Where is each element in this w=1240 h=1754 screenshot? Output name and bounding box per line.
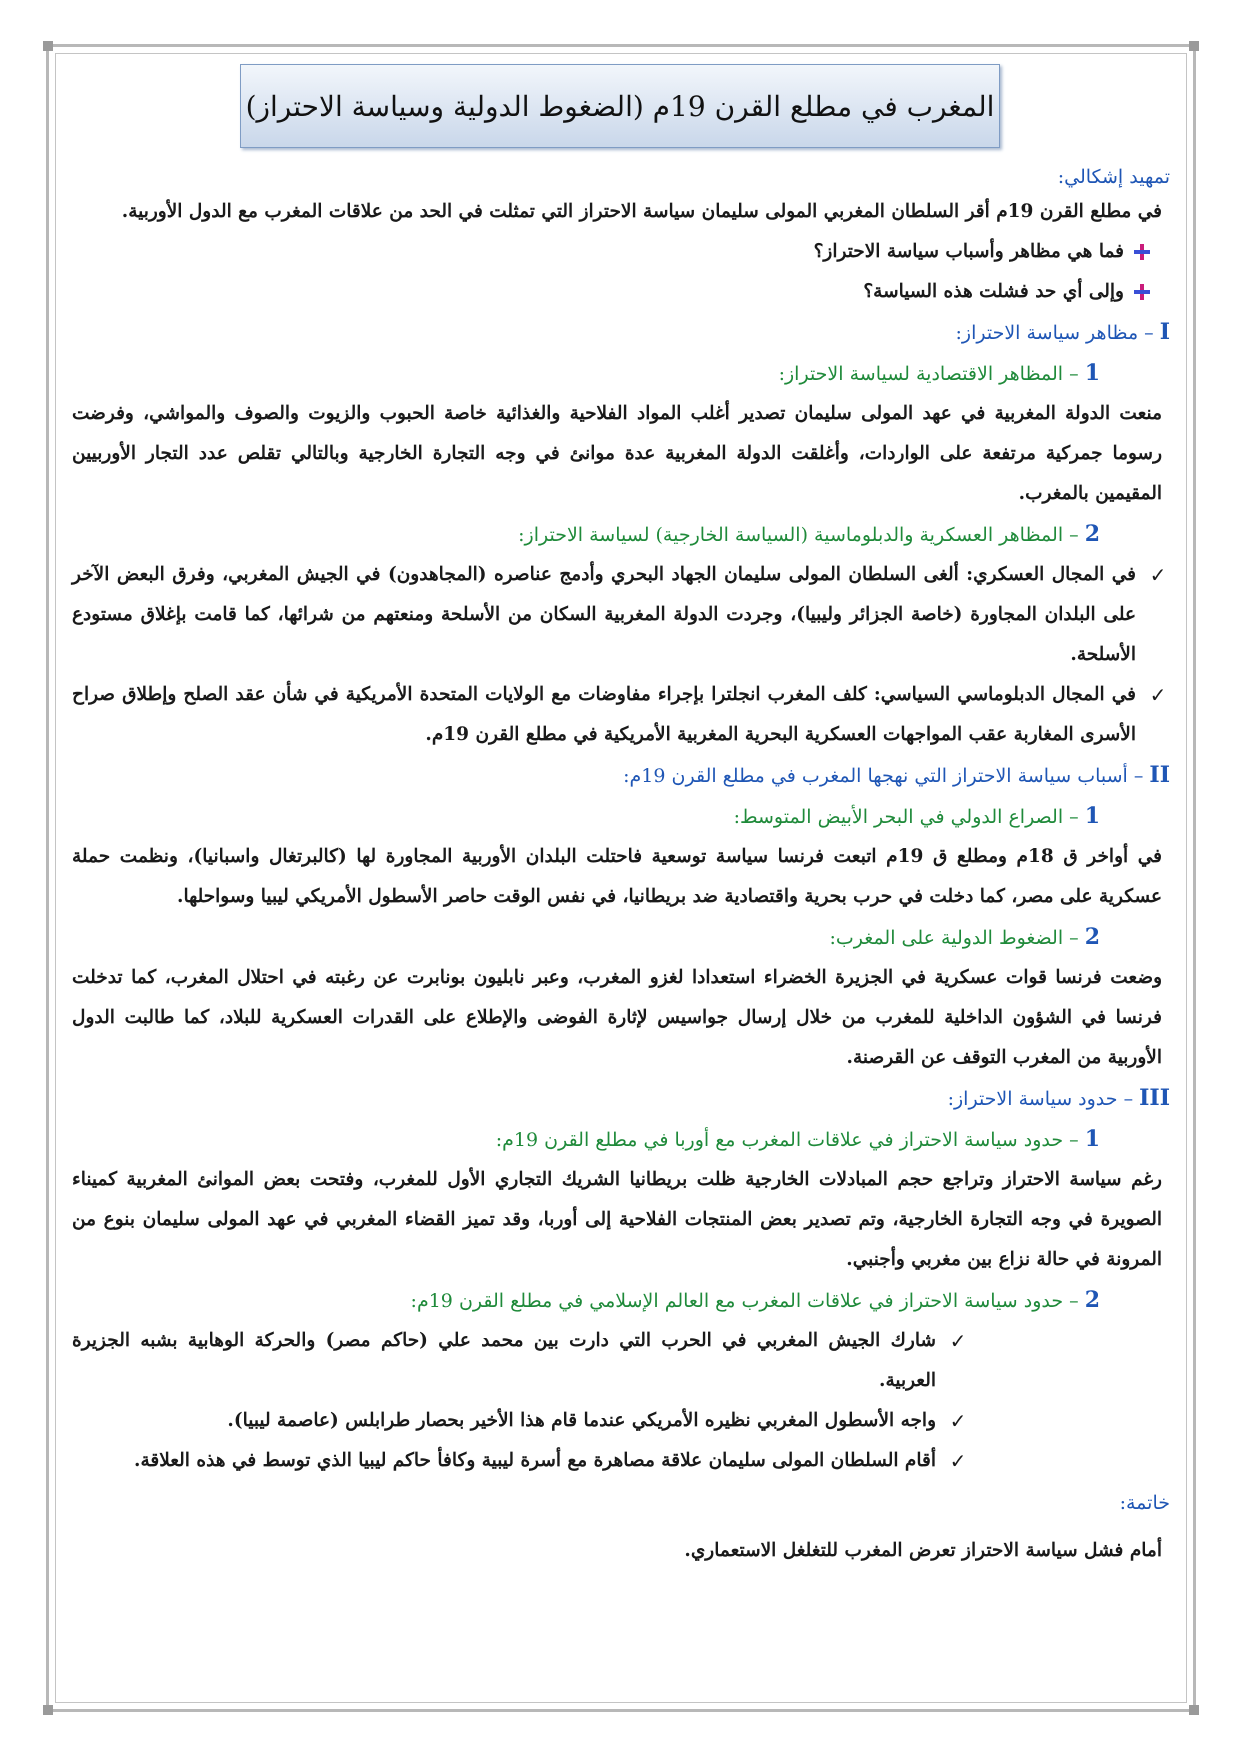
intro-text: في مطلع القرن 19م أقر السلطان المغربي المولى سليمان سياسة الاحتراز التي تمثلت في الحد من علاقات المغرب مع الدول الأوربية.	[121, 201, 1162, 222]
section-heading	[72, 312, 1170, 353]
section-title: – حدود سياسة الاحتراز:	[947, 1088, 1134, 1110]
cross-bullet-icon	[1134, 244, 1150, 260]
checkmark-icon: ✓	[949, 1329, 967, 1353]
section-title: – أسباب سياسة الاحتراز التي نهجها المغرب في مطلع القرن 19م:	[623, 765, 1144, 787]
subsection-title: – الصراع الدولي في البحر الأبيض المتوسط:	[733, 806, 1079, 828]
subsection-heading	[72, 796, 1170, 837]
subsection-heading	[72, 514, 1170, 555]
conclusion-text: أمام فشل سياسة الاحتراز تعرض المغرب للتغلغل الاستعماري.	[684, 1540, 1162, 1561]
question-text: فما هي مظاهر وأسباب سياسة الاحتراز؟	[813, 241, 1124, 262]
check-text: واجه الأسطول المغربي نظيره الأمريكي عندما قام هذا الأخير بحصار طرابلس (عاصمة ليبيا).	[227, 1410, 936, 1431]
check-text: شارك الجيش المغربي في الحرب التي دارت بين محمد علي (حاكم مصر) والحركة الوهابية بشبه الجزيرة العربية.	[72, 1330, 936, 1391]
checkmark-icon: ✓	[949, 1449, 967, 1473]
page-title: المغرب في مطلع القرن 19م (الضغوط الدولية وسياسة الاحتراز)	[245, 89, 995, 123]
document-body	[72, 166, 1170, 1571]
section-title: – مظاهر سياسة الاحتراز:	[955, 322, 1154, 344]
section-heading	[72, 755, 1170, 796]
check-text: في المجال الدبلوماسي السياسي: كلف المغرب انجلترا بإجراء مفاوضات مع الولايات المتحدة الأمريكية في شأن عقد الصلح وإطلاق صراح الأسرى المغاربة عقب المواجهات العسكرية البحرية المغربية الأمريكية في مطلع القرن 19م.	[72, 684, 1136, 745]
check-item	[72, 555, 1170, 675]
subsection-title: – المظاهر العسكرية والدبلوماسية (السياسة الخارجية) لسياسة الاحتراز:	[518, 524, 1079, 546]
paragraph: منعت الدولة المغربية في عهد المولى سليمان تصدير أغلب المواد الفلاحية والغذائية خاصة الحبوب والزيوت والصوف والمواشي، وفرضت رسوما جمركية مرتفعة على الواردات، وأغلقت الدولة المغربية عدة موانئ في وجه التجارة الخارجية وبالتالي تقلص عدد التجار الأوربيين المقيمين بالمغرب.	[72, 403, 1162, 504]
section-number: III	[1139, 1085, 1170, 1111]
subsection-title: – حدود سياسة الاحتراز في علاقات المغرب مع أوربا في مطلع القرن 19م:	[495, 1129, 1079, 1151]
intro-heading: تمهيد إشكالي:	[1057, 166, 1170, 188]
check-item	[72, 1401, 970, 1441]
paragraph: رغم سياسة الاحتراز وتراجع حجم المبادلات الخارجية ظلت بريطانيا الشريك التجاري الأول للمغرب، وفتحت بعض الموانئ المغربية كميناء الصويرة في وجه التجارة الخارجية، وتم تصدير بعض المنتجات الفلاحية إلى أوربا، وقد تميز القضاء المغربي في عهد المولى سليمان بنوع من المرونة في حالة نزاع بين مغربي وأجنبي.	[72, 1169, 1162, 1270]
subsection-heading	[72, 353, 1170, 394]
border-corner	[43, 41, 53, 51]
subsection-number: 1	[1084, 360, 1100, 386]
subsection-title: – المظاهر الاقتصادية لسياسة الاحتراز:	[778, 363, 1079, 385]
subsection-heading	[72, 917, 1170, 958]
subsection-number: 1	[1084, 1126, 1100, 1152]
section-number: I	[1159, 319, 1170, 345]
subsection-number: 2	[1084, 1287, 1100, 1313]
subsection-heading	[72, 1119, 1170, 1160]
section-number: II	[1149, 762, 1170, 788]
checkmark-icon: ✓	[949, 1409, 967, 1433]
question-item	[72, 232, 1170, 272]
check-item	[72, 1321, 970, 1401]
subsection-title: – حدود سياسة الاحتراز في علاقات المغرب مع العالم الإسلامي في مطلع القرن 19م:	[410, 1290, 1079, 1312]
check-text: أقام السلطان المولى سليمان علاقة مصاهرة مع أسرة ليبية وكافأ حاكم ليبيا الذي توسط في هذه العلاقة.	[134, 1450, 936, 1471]
border-corner	[43, 1705, 53, 1715]
subsection-number: 2	[1084, 924, 1100, 950]
section-heading	[72, 1078, 1170, 1119]
title-box	[240, 64, 1000, 148]
subsection-number: 1	[1084, 803, 1100, 829]
question-text: وإلى أي حد فشلت هذه السياسة؟	[863, 281, 1124, 302]
border-corner	[1189, 41, 1199, 51]
paragraph: في أواخر ق 18م ومطلع ق 19م اتبعت فرنسا سياسة توسعية فاحتلت البلدان الأوربية المجاورة لها (كالبرتغال واسبانيا)، ونظمت حملة عسكرية على مصر، كما دخلت في حرب بحرية واقتصادية ضد بريطانيا، في نفس الوقت حاصر الأسطول الأمريكي ليبيا وسواحلها.	[72, 846, 1163, 907]
subsection-title: – الضغوط الدولية على المغرب:	[829, 927, 1079, 949]
cross-bullet-icon	[1134, 284, 1150, 300]
subsection-number: 2	[1084, 521, 1100, 547]
border-corner	[1189, 1705, 1199, 1715]
check-text: في المجال العسكري: ألغى السلطان المولى سليمان الجهاد البحري وأدمج عناصره (المجاهدون) في الجيش المغربي، وفرق البعض الآخر على البلدان المجاورة (خاصة الجزائر وليبيا)، وجردت الدولة المغربية السكان من الأسلحة ومنعتهم من شرائها، كما قامت بإغلاق مستودع الأسلحة.	[72, 564, 1136, 665]
subsection-heading	[72, 1280, 1170, 1321]
checkmark-icon: ✓	[1149, 683, 1167, 707]
check-list	[72, 1321, 1170, 1481]
conclusion-heading: خاتمة:	[1119, 1492, 1170, 1514]
check-item	[72, 675, 1170, 755]
check-item	[72, 1441, 970, 1481]
question-item	[72, 272, 1170, 312]
paragraph: وضعت فرنسا قوات عسكرية في الجزيرة الخضراء استعدادا لغزو المغرب، وعبر نابليون بونابرت عن رغبته في احتلال المغرب، كما تدخلت فرنسا في الشؤون الداخلية للمغرب من خلال إرسال جواسيس لإثارة الفوضى والإطلاع على القدرات العسكرية للبلاد، كما طالبت الدول الأوربية من المغرب التوقف عن القرصنة.	[72, 967, 1162, 1068]
checkmark-icon: ✓	[1149, 563, 1167, 587]
